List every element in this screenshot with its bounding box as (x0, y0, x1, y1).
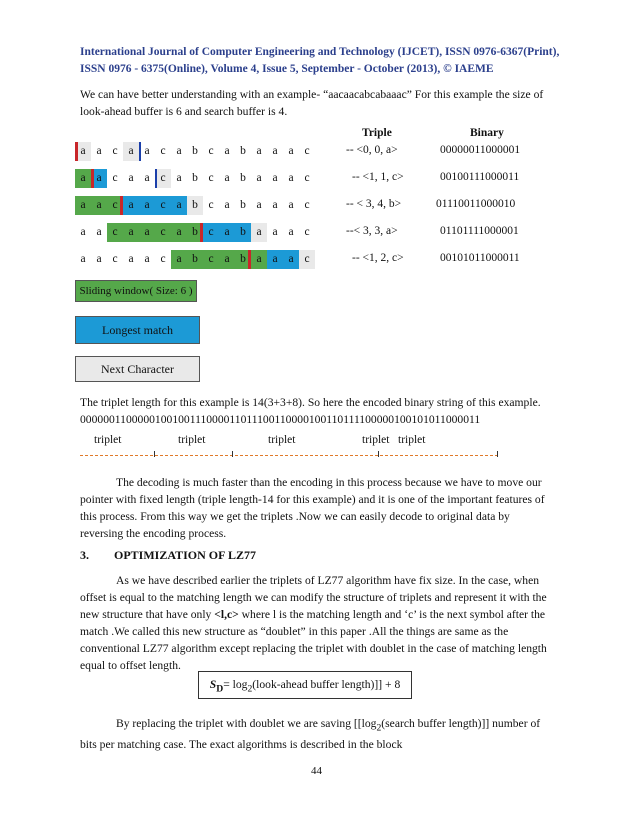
seq-cell: a (288, 226, 294, 238)
seq-cell: a (171, 250, 187, 269)
seq-cell: a (272, 199, 278, 211)
opt-line-4: match .We called this new structure as “doublet” in this paper .All the things are same as the (80, 625, 509, 638)
triplet-label: triplet (268, 434, 296, 446)
seq-cell: a (171, 223, 187, 242)
seq-cell: c (304, 145, 310, 157)
seq-cell: a (123, 142, 139, 161)
formula-log-base: 2 (247, 683, 253, 695)
opt-line-3 (80, 606, 564, 623)
seq-cell: a (224, 172, 230, 184)
seq-cell: a (128, 172, 134, 184)
seq-cell: c (112, 253, 118, 265)
seq-cell: a (91, 169, 107, 188)
seq-cell: a (139, 223, 155, 242)
seq-cell: b (187, 196, 203, 215)
sequence-row-5 (75, 250, 315, 269)
seq-cell: c (155, 169, 171, 188)
seq-cell: c (160, 253, 166, 265)
seq-cell: c (208, 145, 214, 157)
decoding-line-1: The decoding is much faster than the encoding in this process because we have to move our (116, 476, 542, 489)
seq-cell: a (288, 145, 294, 157)
binary-row-2: 00100111000011 (440, 171, 520, 183)
triple-row-4: --< 3, 3, a> (346, 225, 398, 237)
binary-row-3: 01110011000010 (436, 198, 516, 210)
binary-row-5: 00101011000011 (440, 252, 520, 264)
seq-cell: b (240, 199, 246, 211)
closing-line-2: bits per matching case. The exact algorithms is described in the block (80, 738, 403, 752)
seq-cell: c (208, 172, 214, 184)
seq-cell: a (251, 250, 267, 269)
formula-subscript: D (216, 683, 224, 695)
seq-cell: c (299, 250, 315, 269)
triplet-length-line: The triplet length for this example is 14(3+3+8). So here the encoded binary string of this example. (80, 396, 541, 409)
seq-cell: c (107, 196, 123, 215)
seq-cell: c (155, 196, 171, 215)
seq-cell: a (123, 223, 139, 242)
seq-cell: a (219, 223, 235, 242)
formula-rest-b: (look-ahead buffer length)]] + 8 (252, 678, 401, 691)
intro-line-1: We can have better understanding with an example- “aacaacabcabaaac” For this example the size of (80, 88, 544, 101)
legend-next-character: Next Character (75, 356, 200, 382)
seq-cell: a (75, 142, 91, 161)
closing-line-1-b: (search buffer length)]] number of (381, 717, 541, 730)
seq-cell: c (304, 172, 310, 184)
section-heading (80, 548, 256, 563)
seq-cell: a (288, 172, 294, 184)
seq-cell: c (203, 250, 219, 269)
seq-cell: b (192, 172, 198, 184)
formula-rest-a: = log (223, 678, 248, 691)
opt-line-2: offset is equal to the matching length we can modify the structure of triplets and represent it with the (80, 591, 547, 604)
seq-cell: a (91, 196, 107, 215)
sequence-row-3 (75, 196, 315, 215)
opt-line-6: equal to offset length. (80, 659, 181, 672)
seq-cell: a (128, 253, 134, 265)
seq-cell: a (144, 172, 150, 184)
seq-cell: c (208, 199, 214, 211)
triplet-separator-tick (232, 451, 233, 457)
seq-cell: a (251, 223, 267, 242)
triplet-label: triplet (398, 434, 426, 446)
seq-cell: a (75, 169, 91, 188)
decoding-line-3: this process. From this way we get the triplets .Now we can easily decode to original data by (80, 510, 510, 523)
opt-line-3-c: where l is the matching length and ‘c’ is the next symbol after the (238, 608, 546, 621)
seq-cell: a (139, 142, 155, 161)
seq-cell: a (256, 145, 262, 157)
triple-row-3: -- < 3, 4, b> (346, 198, 402, 210)
seq-cell: a (80, 226, 86, 238)
sequence-row-2 (75, 169, 315, 188)
seq-cell: b (240, 172, 246, 184)
opt-line-1: As we have described earlier the triplets of LZ77 algorithm have fix size. In the case, when (116, 574, 540, 587)
seq-cell: a (224, 145, 230, 157)
page-number: 44 (311, 765, 322, 777)
column-header-triple: Triple (362, 127, 392, 139)
seq-cell: c (203, 223, 219, 242)
seq-cell: c (112, 145, 118, 157)
journal-header (80, 44, 580, 78)
seq-cell: b (235, 250, 251, 269)
triplet-separator-tick (497, 451, 498, 457)
decoding-line-2: pointer with fixed length (triple length-14 for this example) and it is one of the important features of (80, 493, 545, 506)
triple-row-5: -- <1, 2, c> (352, 252, 404, 264)
doublet-notation: <l,c> (214, 608, 239, 621)
triplet-label: triplet (178, 434, 206, 446)
seq-cell: a (256, 199, 262, 211)
optimization-paragraph (80, 572, 564, 674)
closing-log-base: 2 (376, 722, 382, 734)
seq-cell: b (187, 250, 203, 269)
decoding-line-4: reversing the encoding process. (80, 527, 227, 540)
closing-paragraph (80, 715, 564, 753)
seq-cell: a (96, 145, 102, 157)
legend-longest-match: Longest match (75, 316, 200, 344)
seq-cell: a (96, 253, 102, 265)
legend-sliding-window: Sliding window( Size: 6 ) (75, 280, 197, 302)
triplet-label: triplet (94, 434, 122, 446)
binary-row-1: 00000011000001 (440, 144, 521, 156)
triplet-label: triplet (362, 434, 390, 446)
seq-cell: a (224, 199, 230, 211)
seq-cell: a (171, 196, 187, 215)
seq-cell: b (235, 223, 251, 242)
seq-cell: a (96, 226, 102, 238)
seq-cell: a (272, 172, 278, 184)
seq-cell: b (240, 145, 246, 157)
sequence-row-1 (75, 142, 315, 161)
seq-cell: a (256, 172, 262, 184)
triplet-separator-line (80, 455, 498, 456)
triplet-length-paragraph (80, 394, 564, 428)
seq-cell: c (155, 223, 171, 242)
formula-box (198, 671, 412, 699)
seq-cell: b (192, 145, 198, 157)
intro-paragraph (80, 86, 564, 120)
triplet-separator-tick (154, 451, 155, 457)
closing-line-1-a: By replacing the triplet with doublet we are saving [[log (116, 717, 377, 730)
section-number: 3. (80, 548, 89, 562)
seq-cell: a (176, 145, 182, 157)
sequence-row-4 (75, 223, 315, 242)
seq-cell: c (160, 145, 166, 157)
opt-line-5: conventional LZ77 algorithm except replacing the triplet with doublet in the case of matching length (80, 642, 547, 655)
seq-cell: c (107, 223, 123, 242)
column-header-binary: Binary (470, 127, 504, 139)
seq-cell: a (144, 253, 150, 265)
seq-cell: a (75, 196, 91, 215)
section-title: OPTIMIZATION OF LZ77 (114, 548, 257, 562)
seq-cell: a (123, 196, 139, 215)
triple-row-1: -- <0, 0, a> (346, 144, 398, 156)
seq-cell: a (272, 145, 278, 157)
header-line-1: International Journal of Computer Engineering and Technology (IJCET), ISSN 0976-6367(Print), (80, 46, 560, 58)
seq-cell: a (272, 226, 278, 238)
seq-cell: a (176, 172, 182, 184)
seq-cell: a (283, 250, 299, 269)
seq-cell: a (288, 199, 294, 211)
intro-line-2: look-ahead buffer is 6 and search buffer is 4. (80, 105, 288, 118)
seq-cell: a (219, 250, 235, 269)
seq-cell: a (80, 253, 86, 265)
binary-row-4: 01101111000001 (440, 225, 519, 237)
closing-line-1 (80, 715, 564, 736)
triplet-separator-tick (378, 451, 379, 457)
header-line-2: ISSN 0976 - 6375(Online), Volume 4, Issue 5, September - October (2013), © IAEME (80, 63, 494, 75)
decoding-paragraph (80, 474, 564, 542)
formula-symbol: S (209, 678, 217, 691)
seq-cell: c (112, 172, 118, 184)
triple-row-2: -- <1, 1, c> (352, 171, 404, 183)
seq-cell: a (139, 196, 155, 215)
encoded-binary-string: 0000001100000100100111000011011100110000100110111100000100101011000011 (80, 413, 481, 426)
seq-cell: c (304, 226, 310, 238)
opt-line-3-a: new structure that have only (80, 608, 215, 621)
seq-cell: c (304, 199, 310, 211)
seq-cell: b (187, 223, 203, 242)
seq-cell: a (267, 250, 283, 269)
